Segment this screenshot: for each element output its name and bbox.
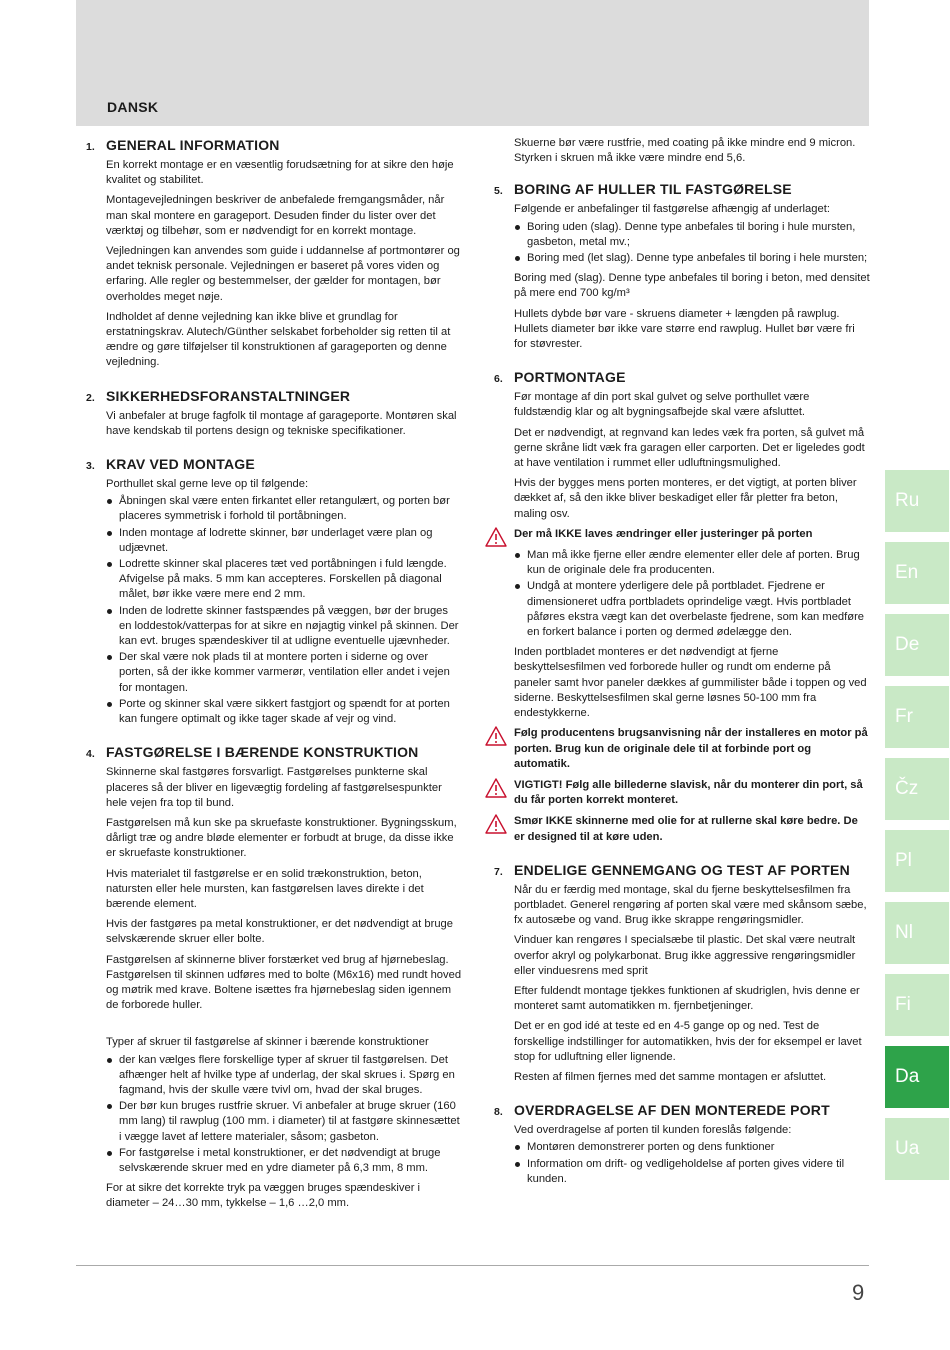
warning-icon	[485, 778, 507, 798]
paragraph: Hvis der bygges mens porten monteres, er det vigtigt, at porten bliver dækket af, så den ikke bliver beskadiget eller får pletter fra beton, maling osv.	[514, 477, 857, 520]
tab-fi[interactable]: Fi	[885, 974, 949, 1036]
section-number: 7.	[494, 865, 503, 878]
bullet-list	[106, 494, 462, 727]
warning-icon	[485, 726, 507, 746]
warning-note	[514, 814, 870, 844]
section-2	[86, 387, 462, 439]
section-number: 1.	[86, 141, 95, 153]
section-number: 8.	[494, 1106, 503, 1119]
section-8	[494, 1101, 870, 1187]
tab-pl[interactable]: Pl	[885, 830, 949, 892]
tab-cz[interactable]: Čz	[885, 758, 949, 820]
paragraph: Hvis materialet til fastgørelse er en solid trækonstruktion, beton, natursten eller hele mursten, kan fastgørelsen laves direkte i det bærende element.	[106, 867, 424, 910]
section-number: 5.	[494, 185, 503, 198]
language-heading: DANSK	[107, 99, 159, 115]
paragraph: Ved overdragelse af porten til kunden foreslås følgende:	[514, 1124, 792, 1137]
paragraph: Følgende er anbefalinger til fastgørelse afhængig af underlaget:	[514, 203, 830, 216]
section-1	[86, 136, 462, 371]
warning-note	[514, 778, 870, 808]
warning-text: Smør IKKE skinnerne med olie for at rullerne skal køre bedre. De er designed til at køre uden.	[514, 815, 858, 843]
paragraph: Vi anbefaler at bruge fagfolk til montage af garageporte. Montøren skal have kendskab til portens design og tekniske specifikationer.	[106, 409, 457, 437]
tab-ua[interactable]: Ua	[885, 1118, 949, 1180]
section-title: BORING AF HULLER TIL FASTGØRELSE	[514, 181, 792, 198]
list-item: Inden montage af lodrette skinner, bør underlaget være plan og udjævnet.	[106, 526, 462, 556]
list-item: Man må ikke fjerne eller ændre elementer eller dele af porten. Brug kun de originale dele fra producenten.	[514, 548, 870, 578]
header-band	[76, 0, 869, 126]
paragraph: Fastgørelsen af skinnerne bliver forstærket ved brug af hjørnebeslag. Fastgørelsen til skinnen udføres med to bolte (M6x16) med rundt hoved og møtrik med krave. Boltene isættes fra hjørnebeslag siden igennem de forborede huller.	[106, 953, 462, 1012]
bullet-list	[514, 220, 870, 267]
paragraph: Porthullet skal gerne leve op til følgende:	[106, 478, 309, 491]
paragraph: En korrekt montage er en væsentlig forudsætning for at sikre den høje kvalitet og stabilitet.	[106, 159, 454, 187]
list-item: For fastgørelse i metal konstruktioner, er det nødvendigt at bruge selvskærende skruer med en ydre diameter på 6,3 mm, 8 mm.	[106, 1146, 462, 1176]
paragraph: Fastgørelsen må kun ske pa skruefaste konstruktioner. Bygningsskum, dårligt træ og andre bløde elementer er forbudt at bruge, da disse ikke er skruefaste konstruktioner.	[106, 816, 457, 860]
list-item: Boring med (let slag). Denne type anbefales til boring i hele mursten;	[514, 251, 870, 266]
section-number: 3.	[86, 460, 95, 473]
tab-ru[interactable]: Ru	[885, 470, 949, 532]
paragraph: Montagevejledningen beskriver de anbefalede fremgangsmåder, når man skal montere en garageport. Desuden finder du lister over det værktøj og tilbehør, som er nødvendigt for en korrekt montage.	[106, 194, 445, 237]
list-item: Boring uden (slag). Denne type anbefales til boring i hule mursten, gasbeton, metal mv.;	[514, 220, 870, 250]
tab-de[interactable]: De	[885, 614, 949, 676]
section-number: 4.	[86, 748, 95, 761]
section-title: KRAV VED MONTAGE	[106, 456, 255, 473]
paragraph: Resten af filmen fjernes med det samme montagen er afsluttet.	[514, 1070, 827, 1083]
section-3	[86, 455, 462, 727]
section-title: OVERDRAGELSE AF DEN MONTEREDE PORT	[514, 1102, 830, 1119]
list-item: Montøren demonstrerer porten og dens funktioner	[514, 1140, 870, 1155]
list-item: Der skal være nok plads til at montere porten i siderne og over porten, så der ikke kommer varmerør, ventilation eller andet i vejen for montagen.	[106, 650, 462, 696]
section-5	[494, 180, 870, 352]
section-7	[494, 861, 870, 1085]
list-item: Inden de lodrette skinner fastspændes på væggen, bør der bruges en loddestok/vatterpas for at sikre en nøjagtig vinkel på skinnen. Der kan evt. bruges spændeskiver til at udligne eventuelle ujævnheder.	[106, 604, 462, 650]
paragraph: Boring med (slag). Denne type anbefales til boring i beton, med densitet på mere end 700 kg/m³	[514, 272, 870, 300]
list-item: Undgå at montere yderligere dele på portbladet. Fjedrene er dimensioneret udfra portbladets oprindelige vægt. Hvis portbladet påføres ekstra vægt kan det overbelaste fjedrene, som kan medføre en forkert balance i porten og dermed ødelægge den.	[514, 579, 870, 640]
bullet-list	[106, 1053, 462, 1177]
section-4-continued	[494, 136, 870, 166]
list-item: Information om drift- og vedligeholdelse af porten gives videre til kunden.	[514, 1157, 870, 1187]
section-6	[494, 368, 870, 844]
paragraph: Når du er færdig med montage, skal du fjerne beskyttelsesfilmen fra portbladet. Generel rengøring af porten skal være med skånsom sæbe, fx autosæbe og vand. Brug ikke skrappe rengøringsmidler.	[514, 883, 867, 927]
paragraph: Det er en god idé at teste ed en 4-5 gange op og ned. Test de forskellige indstillinger for automatikken, hvis der for eksempel er lavet stop for udluftning eller lignende.	[514, 1020, 862, 1063]
section-number: 6.	[494, 373, 503, 386]
paragraph: Typer af skruer til fastgørelse af skinner i bærende konstruktioner	[106, 1036, 429, 1049]
warning-icon	[485, 814, 507, 834]
paragraph: Vinduer kan rengøres I specialsæbe til plastic. Det skal være neutralt overfor akryl og polykarbonat. Brug ikke aggressive rengøringsmidler eller vinduesrens med sprit	[514, 934, 856, 977]
section-title: FASTGØRELSE I BÆRENDE KONSTRUKTION	[106, 744, 419, 761]
warning-text: Følg producentens brugsanvisning når der installeres en motor på porten. Brug kun de originale dele til at forbinde port og automatik.	[514, 727, 868, 770]
paragraph: Før montage af din port skal gulvet og selve porthullet være fuldstændig klar og alt bygningsafbejde skal være afsluttet.	[514, 391, 810, 419]
list-item: Lodrette skinner skal placeres tæt ved portåbningen i fuld længde. Afvigelse på maks. 5 mm kan accepteres. Forskellen på diagonal målet, bør ikke være mere end 2 mm.	[106, 557, 462, 603]
warning-note	[514, 527, 870, 542]
section-title: SIKKERHEDSFORANSTALTNINGER	[106, 387, 351, 404]
paragraph: Skinnerne skal fastgøres forsvarligt. Fastgørelses punkterne skal placeres så der bliver en ligevægtig fordeling af fastgørelsespunkter hele vejen fra top til bund.	[106, 766, 442, 809]
bullet-list	[514, 1140, 870, 1187]
warning-text: Der må IKKE laves ændringer eller justeringer på porten	[514, 527, 813, 540]
list-item: Der bør kun bruges rustfrie skruer. Vi anbefaler at bruge skruer (160 mm lang) til rawplug (100 mm. i diameter) til at fastgøre skinnesættet i væggе lavet af lettere materialer, såsom; gasbeton.	[106, 1099, 462, 1145]
paragraph: Hvis der fastgøres pa metal konstruktioner, er det nødvendigt at bruge selvskærende skruer eller bolte.	[106, 918, 453, 946]
page-number: 9	[852, 1280, 865, 1305]
paragraph: Skuerne bør være rustfrie, med coating på ikke mindre end 9 micron. Styrken i skruen må ikke være mindre end 5,6.	[514, 137, 856, 165]
list-item: der kan vælges flere forskellige typer af skruer til fastgørelsen. Det afhænger helt af hvilke type af underlag, der skal skrues i. Spørg en fagmand, hvis der skulle være tvivl om, hvad der skal bruges.	[106, 1053, 462, 1099]
right-column	[494, 136, 870, 1192]
footer-divider	[76, 1265, 869, 1266]
language-tabs	[885, 470, 949, 1190]
warning-note	[514, 726, 870, 772]
section-4	[86, 743, 462, 1211]
paragraph: Indholdet af denne vejledning kan ikke blive et grundlag for erstatningskrav. Alutech/Günther selskabet forbeholder sig retten til at ændre og gøre tilføjelser til konstruktionen af garageporten og denne vejledning.	[106, 310, 451, 369]
paragraph: Inden portbladet monteres er det nødvendigt at fjerne beskyttelsesfilmen ved forborede huller og rundt om enderne på paneler samt hvor paneler dækkes af gummilister både i toppen og ved siderne. Beskyttelsesfilmen skal gerne løsnes 50-100 mm fra endestykkerne.	[514, 646, 867, 720]
paragraph: For at sikre det korrekte tryk pa væggen bruges spændeskiver i diameter – 24…30 mm, tykkelse – 1,6 …2,0 mm.	[106, 1182, 421, 1210]
tab-da[interactable]: Da	[885, 1046, 949, 1108]
tab-en[interactable]: En	[885, 542, 949, 604]
section-title: GENERAL INFORMATION	[106, 137, 280, 153]
paragraph: Det er nødvendigt, at regnvand kan ledes væk fra porten, så gulvet må gerne skråne lidt væk fra garagen eller carporten. Det er ligeledes godt at have ventilation i rummet eller udluftningsmulighed.	[514, 426, 865, 470]
bullet-list	[514, 548, 870, 640]
tab-fr[interactable]: Fr	[885, 686, 949, 748]
paragraph: Vejledningen kan anvendes som guide i uddannelse af portmontører og andet teknisk personale. Vejledningen er baseret på vores viden og erfaring. Alle regler og bestemmelser, der gælder for montagen, bør overholdes meget nøje.	[106, 245, 460, 303]
warning-icon	[485, 527, 507, 547]
left-column	[86, 136, 462, 1217]
section-title: PORTMONTAGE	[514, 369, 626, 386]
paragraph: Efter fuldendt montage tjekkes funktionen af skudriglen, hvis denne er monteret samt automatikken m. fjernbetjeninger.	[514, 984, 860, 1013]
section-number: 2.	[86, 391, 95, 404]
list-item: Porte og skinner skal være sikkert fastgjort og spændt for at porten kan fungere optimalt og ikke tager skade af vejr og vind.	[106, 697, 462, 727]
section-title: ENDELIGE GENNEMGANG OG TEST AF PORTEN	[514, 861, 850, 878]
paragraph: Hullets dybde bør vare - skruens diameter + længden på rawplug. Hullets diameter bør ikke vare større end rawplug. Hullet bør være fri for støvrester.	[514, 307, 855, 351]
tab-nl[interactable]: Nl	[885, 902, 949, 964]
list-item: Åbningen skal være enten firkantet eller retangulært, og porten bør placeres symmetrisk i forhold til portåbningen.	[106, 494, 462, 524]
warning-text: VIGTIGT! Følg alle billederne slavisk, når du monterer din port, så du får porten korrekt monteret.	[514, 778, 863, 807]
